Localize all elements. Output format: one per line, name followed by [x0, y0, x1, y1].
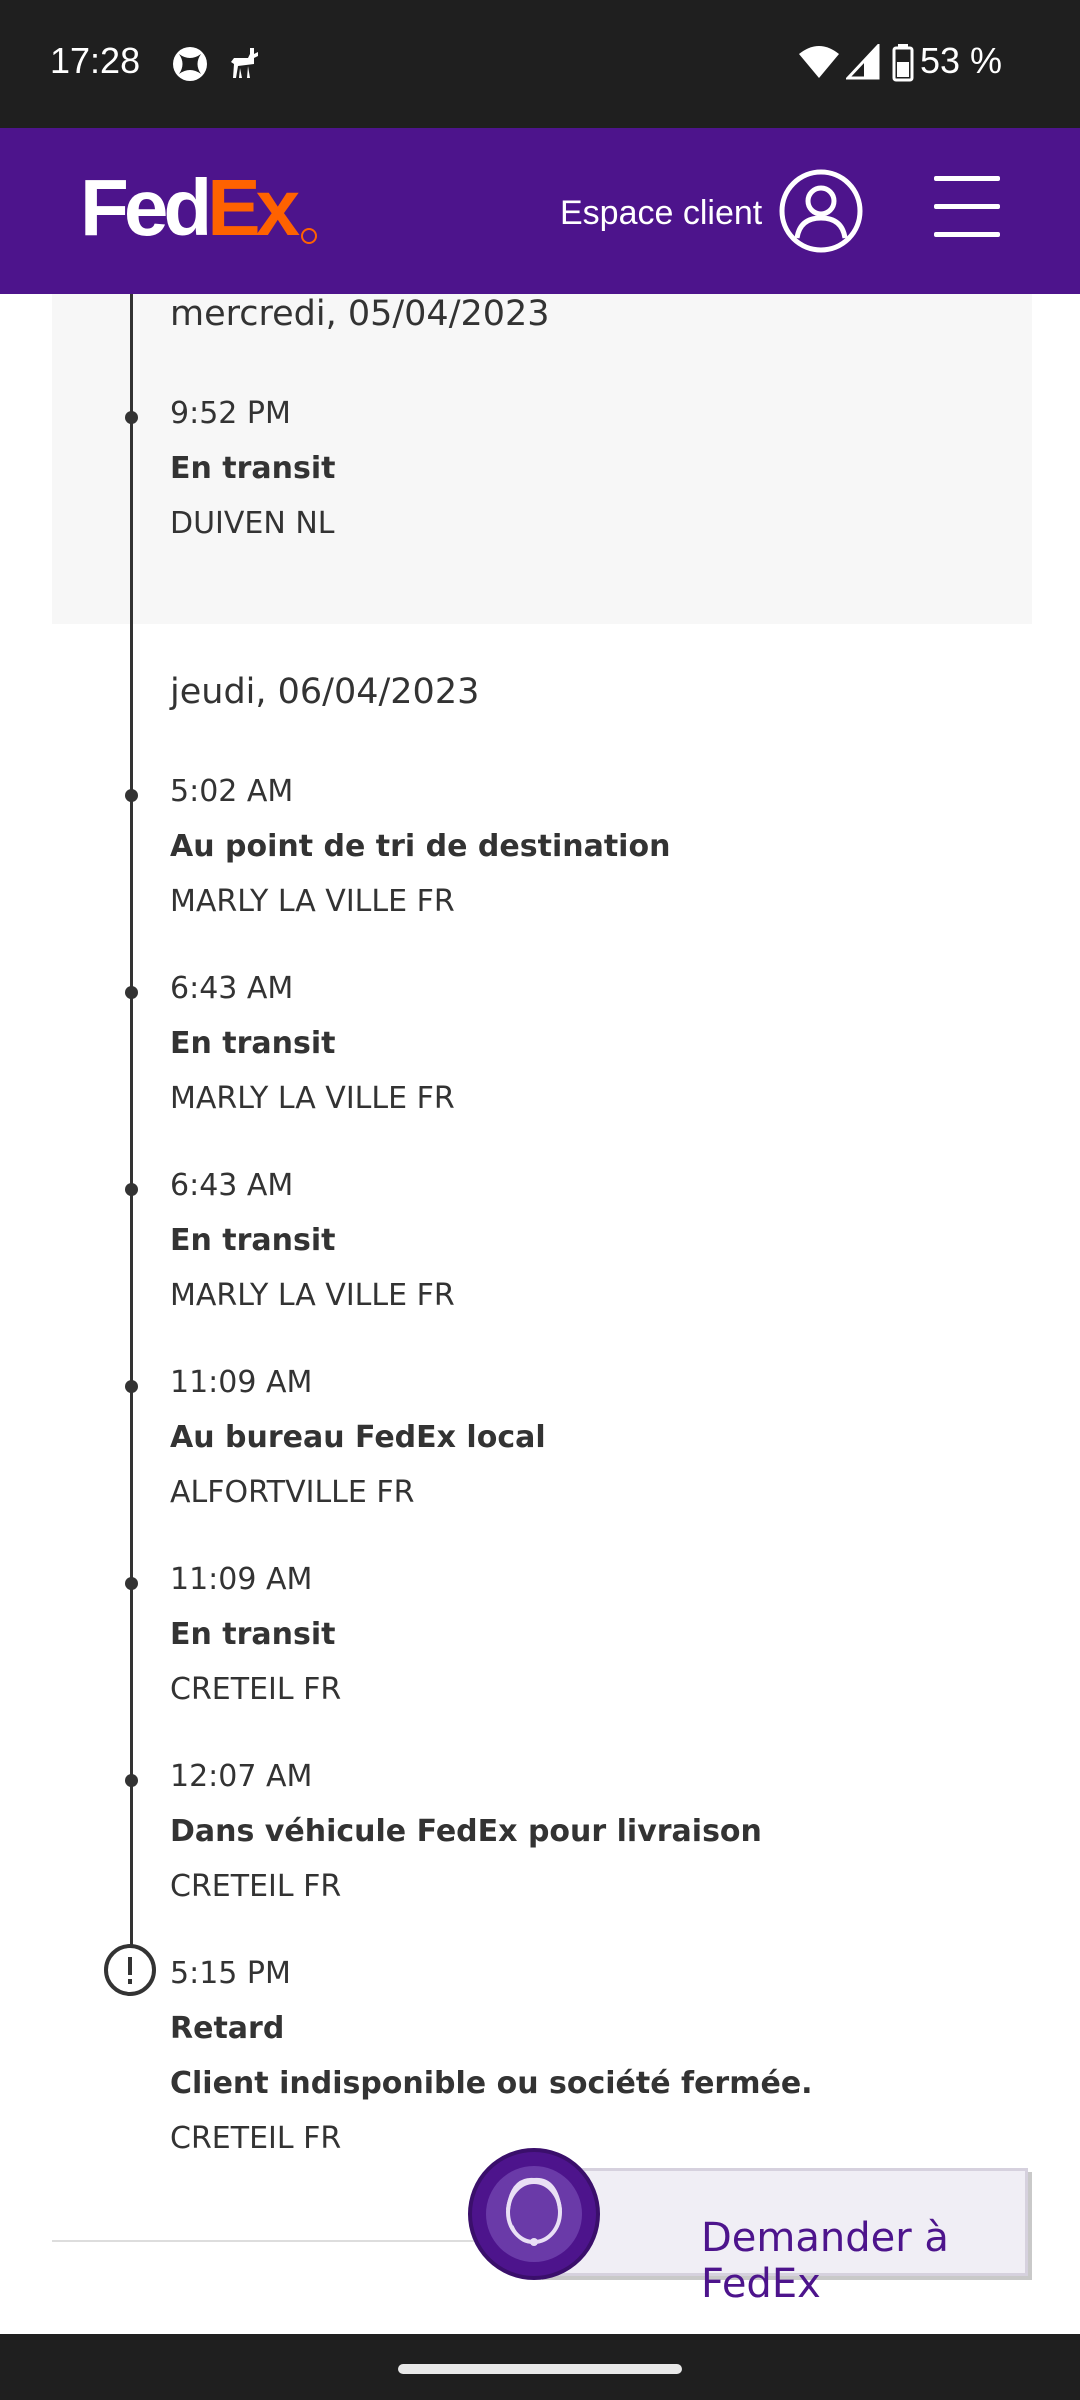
event-status: Dans véhicule FedEx pour livraison: [170, 1814, 762, 1849]
event-time: 5:15 PM: [170, 1956, 291, 1991]
timeline-dot: [125, 411, 138, 424]
event-location: DUIVEN NL: [170, 506, 335, 541]
event-time: 6:43 AM: [170, 1168, 294, 1203]
signal-icon: [846, 44, 880, 80]
event-time: 12:07 AM: [170, 1759, 313, 1794]
system-nav-bar: [0, 2334, 1080, 2400]
deer-icon: [228, 44, 264, 84]
timeline-dot: [125, 986, 138, 999]
chat-label: Demander à FedEx: [701, 2215, 949, 2307]
timeline-dot: [125, 1380, 138, 1393]
event-time: 5:02 AM: [170, 774, 294, 809]
event-location: MARLY LA VILLE FR: [170, 884, 455, 919]
headset-agent-icon: [472, 2152, 596, 2276]
event-time: 6:43 AM: [170, 971, 294, 1006]
logo-ex: Ex: [207, 163, 296, 252]
event-status: Au point de tri de destination: [170, 829, 671, 864]
event-time: 9:52 PM: [170, 396, 291, 431]
timeline-dot: [125, 1577, 138, 1590]
fedex-logo[interactable]: [80, 163, 296, 252]
timeline-dot: [125, 1774, 138, 1787]
timeline-dot: [125, 789, 138, 802]
chat-pill[interactable]: [538, 2168, 1028, 2307]
home-gesture-handle[interactable]: [398, 2364, 682, 2374]
account-label[interactable]: Espace client: [560, 194, 763, 232]
ask-fedex-chat-button[interactable]: [468, 2148, 1030, 2307]
hamburger-menu-icon[interactable]: [934, 176, 1004, 240]
event-location: MARLY LA VILLE FR: [170, 1278, 455, 1313]
account-avatar-icon[interactable]: [778, 168, 864, 254]
chat-agent-avatar[interactable]: [468, 2148, 600, 2280]
event-status: Au bureau FedEx local: [170, 1420, 546, 1455]
wifi-icon: [798, 44, 840, 80]
event-status: En transit: [170, 451, 336, 486]
event-detail: Client indisponible ou société fermée.: [170, 2066, 813, 2101]
event-location: MARLY LA VILLE FR: [170, 1081, 455, 1116]
timeline-line: [130, 294, 133, 1954]
status-bar: [0, 0, 1080, 128]
event-time: 11:09 AM: [170, 1562, 313, 1597]
event-time: 11:09 AM: [170, 1365, 313, 1400]
xbox-icon: [170, 44, 210, 84]
app-header: [0, 128, 1080, 294]
event-status: En transit: [170, 1223, 336, 1258]
event-location: CRETEIL FR: [170, 1672, 342, 1707]
registered-mark: [301, 228, 317, 244]
event-location: ALFORTVILLE FR: [170, 1475, 415, 1510]
day-date: mercredi, 05/04/2023: [170, 294, 550, 334]
event-location: CRETEIL FR: [170, 2121, 342, 2156]
tracking-history[interactable]: [0, 294, 1080, 2334]
event-location: CRETEIL FR: [170, 1869, 342, 1904]
event-status: Retard: [170, 2011, 285, 2046]
battery-icon: [892, 44, 914, 82]
status-time: 17:28: [50, 40, 141, 81]
day-date: jeudi, 06/04/2023: [170, 672, 480, 712]
timeline-dot: [125, 1183, 138, 1196]
event-status: En transit: [170, 1026, 336, 1061]
battery-percent: 53 %: [919, 40, 1002, 81]
exception-alert-icon: [104, 1944, 156, 1996]
event-status: En transit: [170, 1617, 336, 1652]
logo-fed: Fed: [80, 163, 208, 252]
